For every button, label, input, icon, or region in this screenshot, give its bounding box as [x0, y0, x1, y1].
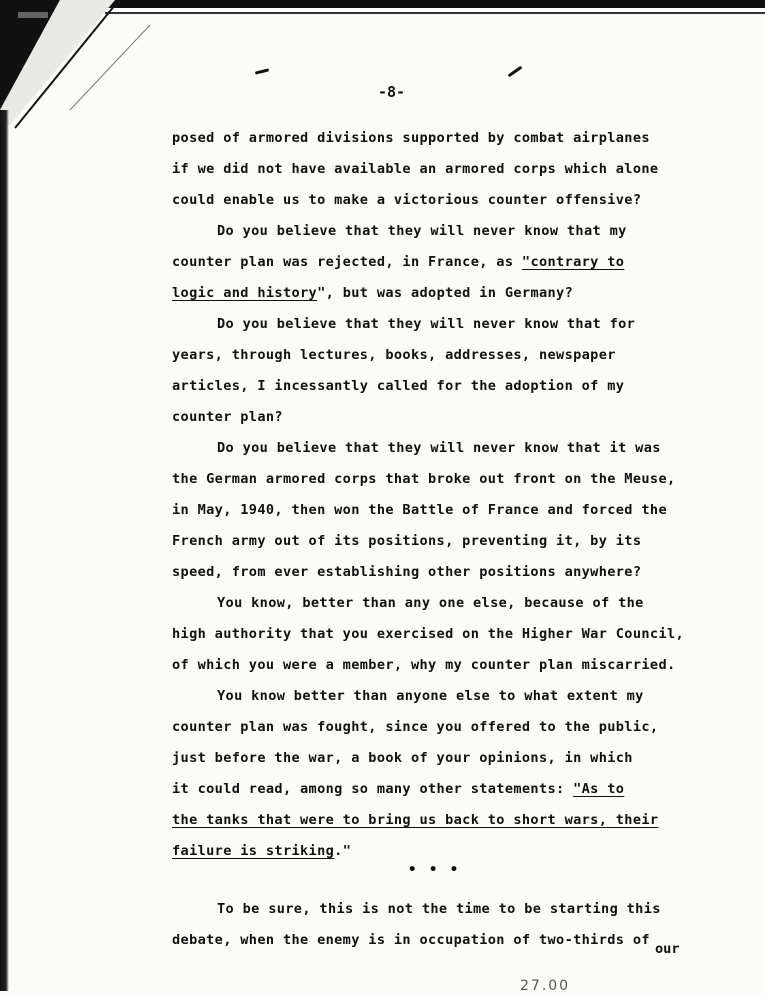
text-line: [172, 842, 351, 860]
text-segment: Do you believe that they will never know that it was: [217, 440, 661, 456]
text-segment: speed, from ever establishing other positions anywhere?: [172, 564, 642, 580]
text-segment: years, through lectures, books, addresses, newspaper: [172, 347, 616, 363]
text-line: [172, 656, 676, 674]
text-line: [172, 470, 676, 488]
catchword: our: [655, 941, 680, 957]
text-line: [172, 408, 283, 426]
text-line: [172, 501, 667, 519]
text-line: [172, 625, 684, 643]
text-segment: Do you believe that they will never know that for: [217, 316, 636, 332]
text-segment: of which you were a member, why my counter plan miscarried.: [172, 657, 676, 673]
underlined-quote: failure is striking: [172, 843, 335, 859]
text-segment: articles, I incessantly called for the adoption of my: [172, 378, 625, 394]
text-segment: counter plan?: [172, 409, 283, 425]
text-segment: debate, when the enemy is in occupation of two-thirds of: [172, 932, 650, 948]
page-number: -8-: [378, 83, 406, 101]
text-line: [217, 439, 661, 457]
underlined-quote: the tanks that were to bring us back to short wars, their: [172, 812, 659, 828]
text-segment: ", but was adopted in Germany?: [317, 285, 574, 301]
underlined-quote: "contrary to: [521, 254, 625, 270]
text-line: [172, 129, 650, 147]
text-segment: high authority that you exercised on the Higher War Council,: [172, 626, 685, 642]
text-line: [172, 811, 658, 829]
text-line: [217, 687, 644, 705]
text-segment: just before the war, a book of your opinions, in which: [172, 750, 633, 766]
handwritten-note: 27.00: [520, 978, 571, 994]
text-segment: posed of armored divisions supported by combat airplanes: [172, 130, 650, 146]
text-segment: if we did not have available an armored corps which alone: [172, 161, 659, 177]
text-segment: You know, better than any one else, because of the: [217, 595, 644, 611]
text-segment: could enable us to make a victorious counter offensive?: [172, 192, 642, 208]
text-line: [172, 780, 624, 798]
text-segment: counter plan was rejected, in France, as: [172, 254, 522, 270]
text-line: [172, 563, 641, 581]
text-line: [217, 900, 661, 918]
text-line: [172, 191, 641, 209]
text-line: [217, 315, 635, 333]
text-line: [172, 532, 641, 550]
text-segment: Do you believe that they will never know that my: [217, 223, 627, 239]
text-line: [217, 594, 644, 612]
text-line: [172, 931, 650, 949]
section-separator: • • •: [408, 862, 461, 878]
text-segment: the German armored corps that broke out front on the Meuse,: [172, 471, 676, 487]
text-line: [172, 346, 616, 364]
text-segment: in May, 1940, then won the Battle of France and forced the: [172, 502, 667, 518]
text-line: [172, 160, 658, 178]
text-line: [217, 222, 627, 240]
text-segment: To be sure, this is not the time to be starting this: [217, 901, 661, 917]
text-segment: You know better than anyone else to what extent my: [217, 688, 644, 704]
text-segment: it could read, among so many other statements:: [172, 781, 574, 797]
underlined-quote: logic and history: [172, 285, 318, 301]
text-segment: counter plan was fought, since you offered to the public,: [172, 719, 659, 735]
text-segment: French army out of its positions, preventing it, by its: [172, 533, 642, 549]
text-line: [172, 749, 633, 767]
text-line: [172, 718, 658, 736]
underlined-quote: "As to: [573, 781, 625, 797]
text-line: [172, 377, 624, 395]
text-line: [172, 284, 573, 302]
text-segment: .": [334, 843, 352, 859]
text-line: [172, 253, 624, 271]
